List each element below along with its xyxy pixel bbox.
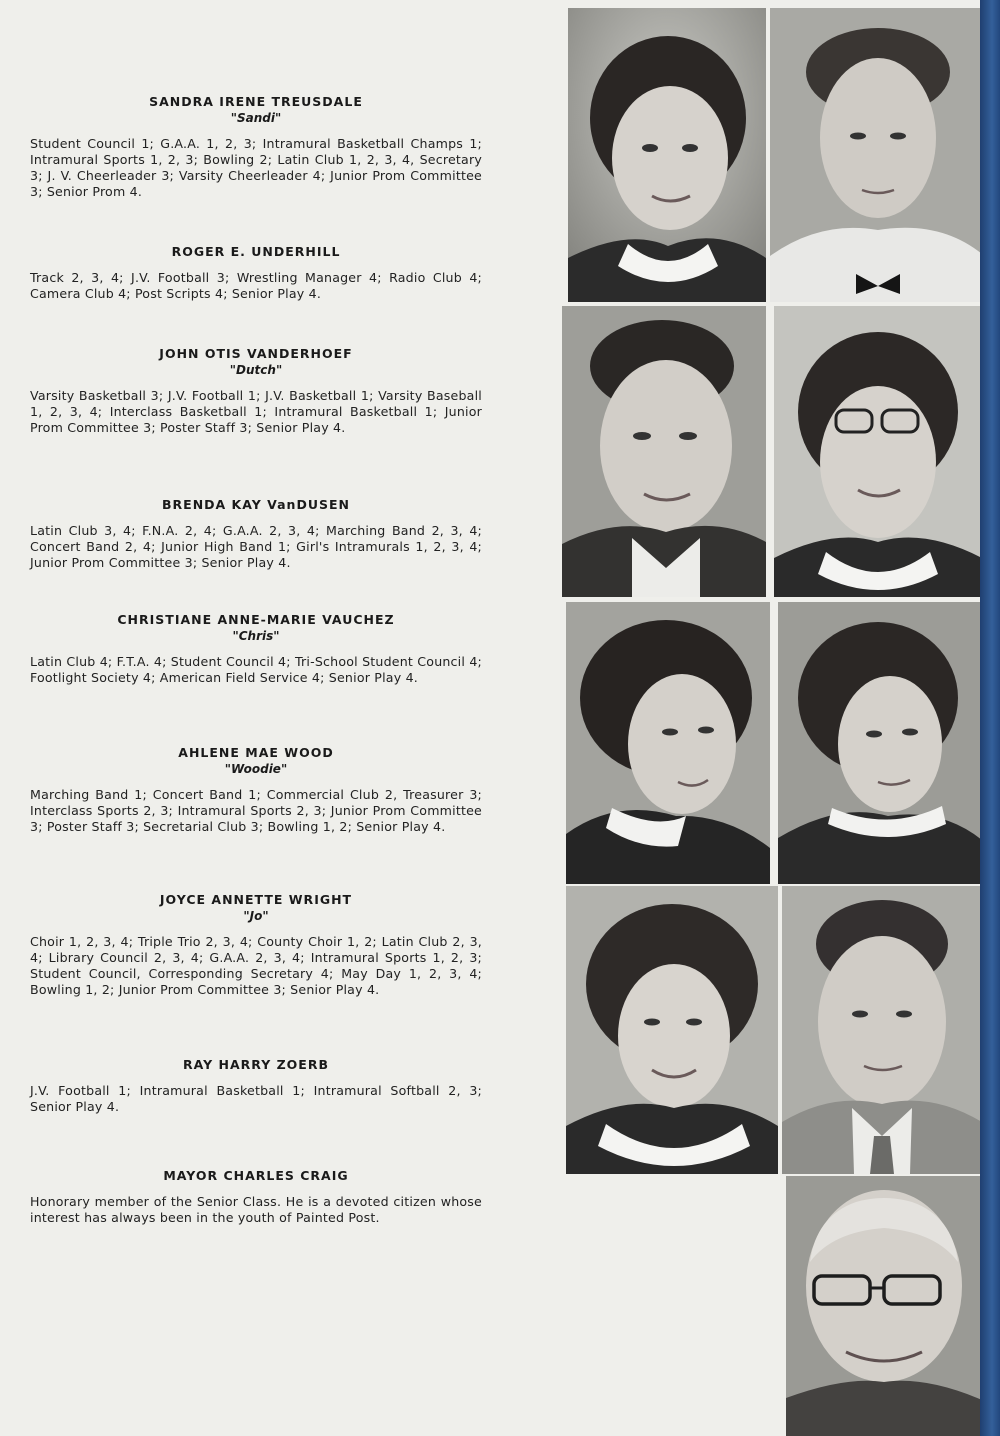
portrait-underhill xyxy=(770,8,982,302)
senior-name: AHLENE MAE WOOD xyxy=(178,745,334,760)
senior-name: ROGER E. UNDERHILL xyxy=(171,244,341,259)
senior-nickname: "Sandi" xyxy=(230,111,282,125)
senior-activities: Latin Club 4; F.T.A. 4; Student Council 4; Tri-School Student Council 4; Footlight Society 4; American Field Service 4; Senior Play 4. xyxy=(30,654,482,685)
portrait-vandusen xyxy=(774,306,982,597)
entry-vandusen xyxy=(30,497,482,571)
senior-activities: Latin Club 3, 4; F.N.A. 2, 4; G.A.A. 2, 3, 4; Marching Band 2, 3, 4; Concert Band 2, 4; Junior High Band 1; Girl's Intramurals 1, 2, 3, 4; Junior Prom Committee 3; Senior Play 4. xyxy=(30,523,482,570)
entry-vauchez xyxy=(30,612,482,686)
senior-nickname: "Jo" xyxy=(243,909,269,923)
book-binding-edge xyxy=(980,0,1000,1436)
entry-wright xyxy=(30,892,482,998)
portrait-vanderhoef xyxy=(562,306,766,597)
senior-name: BRENDA KAY VanDUSEN xyxy=(162,497,350,512)
senior-biographies xyxy=(30,0,482,1436)
honorary-member-name: MAYOR CHARLES CRAIG xyxy=(163,1168,349,1183)
portrait-vauchez xyxy=(566,602,770,884)
senior-nickname: "Dutch" xyxy=(229,363,283,377)
entry-underhill xyxy=(30,244,482,302)
portrait-treusdale xyxy=(568,8,766,302)
senior-activities: Marching Band 1; Concert Band 1; Commercial Club 2, Treasurer 3; Interclass Sports 2, 3; Intramural Sports 2, 3; Junior Prom Committee 3; Poster Staff 3; Secretarial Club 3; Bowling 1, 2; Senior Play 4. xyxy=(30,787,482,834)
senior-name: SANDRA IRENE TREUSDALE xyxy=(149,94,363,109)
senior-activities: J.V. Football 1; Intramural Basketball 1; Intramural Softball 2, 3; Senior Play 4. xyxy=(30,1083,482,1114)
senior-name: CHRISTIANE ANNE-MARIE VAUCHEZ xyxy=(117,612,395,627)
portrait-craig xyxy=(786,1176,982,1436)
senior-name: JOHN OTIS VANDERHOEF xyxy=(159,346,353,361)
honorary-member-description: Honorary member of the Senior Class. He is a devoted citizen whose interest has always been in the youth of Painted Post. xyxy=(30,1194,482,1225)
entry-treusdale xyxy=(30,94,482,200)
entry-craig xyxy=(30,1168,482,1226)
senior-activities: Track 2, 3, 4; J.V. Football 3; Wrestling Manager 4; Radio Club 4; Camera Club 4; Post Scripts 4; Senior Play 4. xyxy=(30,270,482,301)
senior-activities: Choir 1, 2, 3, 4; Triple Trio 2, 3, 4; County Choir 1, 2; Latin Club 2, 3, 4; Library Council 2, 3, 4; G.A.A. 2, 3, 4; Intramural Sports 1, 2, 3; Student Council, Corresponding Secretary 4; May Day 1, 2, 3, 4; Bowling 1, 2; Junior Prom Committee 3; Senior Play 4. xyxy=(30,934,482,997)
entry-vanderhoef xyxy=(30,346,482,436)
portrait-column xyxy=(556,8,984,1436)
senior-nickname: "Chris" xyxy=(232,629,280,643)
entry-zoerb xyxy=(30,1057,482,1115)
senior-nickname: "Woodie" xyxy=(224,762,288,776)
portrait-zoerb xyxy=(782,886,982,1174)
senior-name: RAY HARRY ZOERB xyxy=(183,1057,329,1072)
portrait-wright xyxy=(566,886,778,1174)
portrait-wood xyxy=(778,602,982,884)
senior-activities: Student Council 1; G.A.A. 1, 2, 3; Intramural Basketball Champs 1; Intramural Sports 1, 2, 3; Bowling 2; Latin Club 1, 2, 3, 4, Secretary 3; J. V. Cheerleader 3; Varsity Cheerleader 4; Junior Prom Committee 3; Senior Prom 4. xyxy=(30,136,482,199)
entry-wood xyxy=(30,745,482,835)
senior-activities: Varsity Basketball 3; J.V. Football 1; J.V. Basketball 1; Varsity Baseball 1, 2, 3, 4; Interclass Basketball 1; Intramural Basketball 1; Junior Prom Committee 3; Poster Staff 3; Senior Play 4. xyxy=(30,388,482,435)
senior-name: JOYCE ANNETTE WRIGHT xyxy=(159,892,353,907)
